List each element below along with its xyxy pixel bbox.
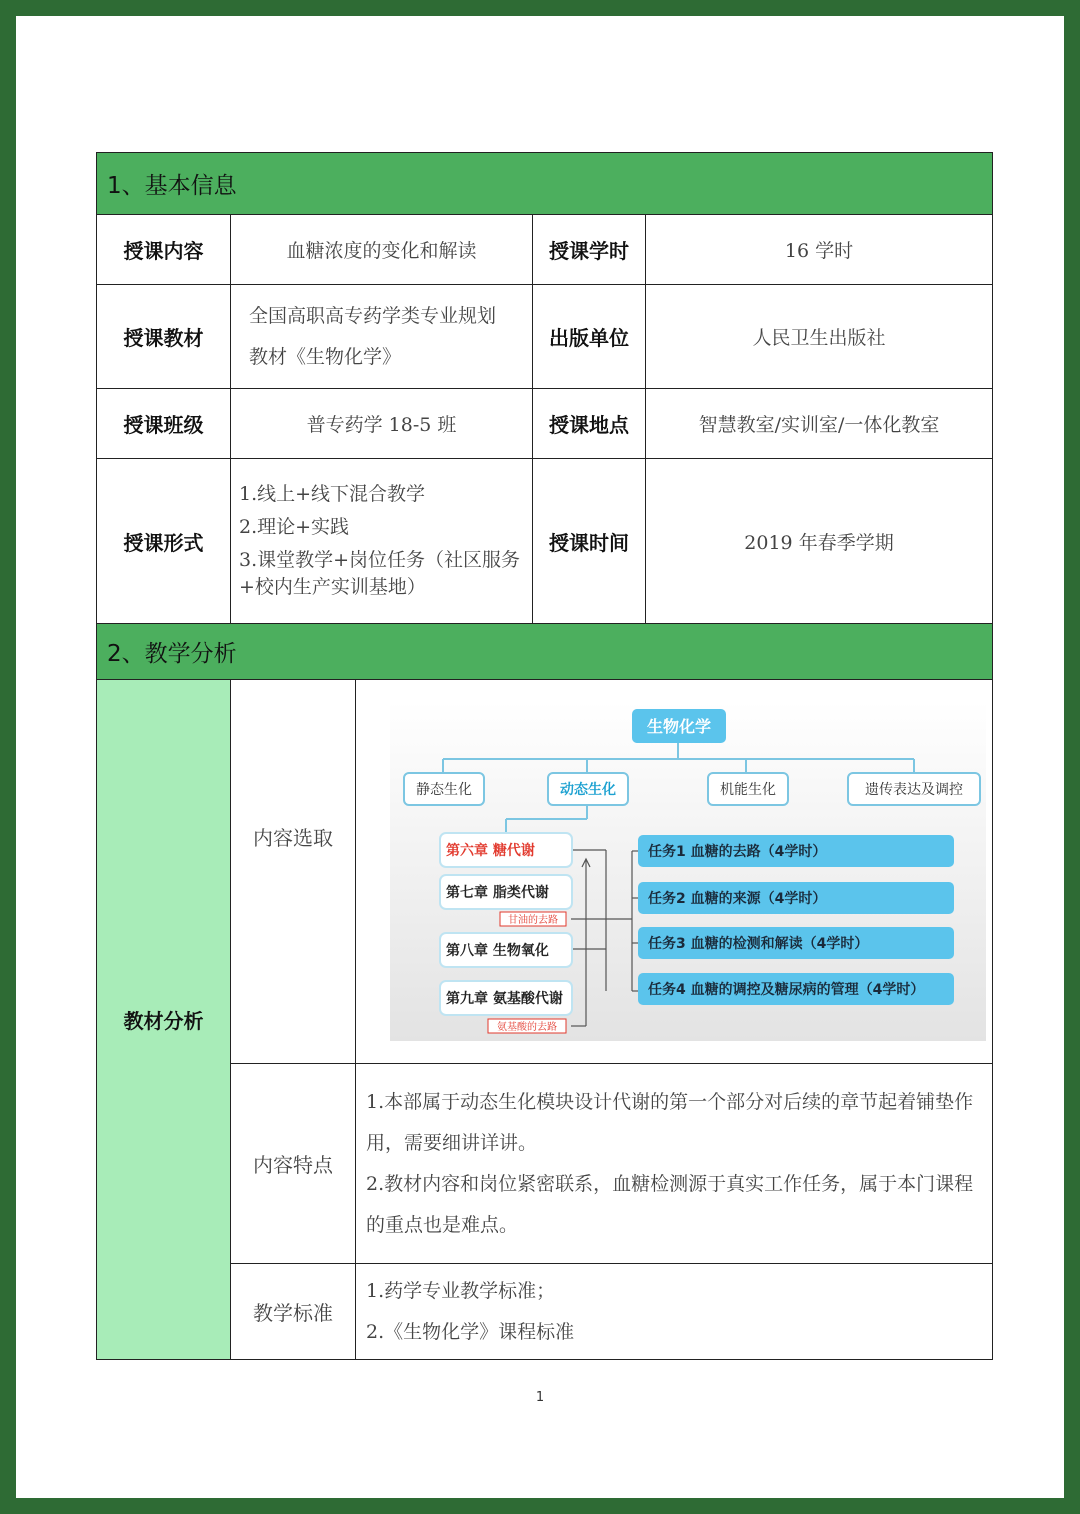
value-class: 普专药学 18-5 班 [231,389,533,459]
value-course-content: 血糖浓度的变化和解读 [231,215,533,285]
diagram-task: 任务4 血糖的调控及糖尿病的管理（4学时） [648,981,925,998]
page-number: 1 [535,1390,545,1405]
diagram-chapter: 第九章 氨基酸代谢 [446,990,563,1007]
label-course-content: 授课内容 [97,215,231,285]
info-table [96,152,993,1360]
diagram-chapter-note: 氨基酸的去路 [497,1021,557,1033]
diagram-chapter-highlight: 第六章 糖代谢 [446,842,535,859]
feature-paragraph: 2.教材内容和岗位紧密联系，血糖检测源于真实工作任务，属于本门课程的重点也是难点。 [366,1172,974,1236]
feature-paragraph: 1.本部属于动态生化模块设计代谢的第一个部分对后续的章节起着铺垫作用，需要细讲详讲。 [366,1090,974,1154]
label-content-selection: 内容选取 [231,680,356,1064]
standard-item: 1.药学专业教学标准； [366,1279,556,1302]
teaching-form-item: 3.课堂教学+岗位任务（社区服务+校内生产实训基地） [239,549,521,598]
label-location: 授课地点 [533,389,646,459]
content-diagram-cell [356,680,993,1064]
diagram-branch: 机能生化 [720,781,776,798]
label-content-features: 内容特点 [231,1064,356,1264]
curriculum-diagram [356,681,990,1063]
value-location: 智慧教室/实训室/一体化教室 [646,389,993,459]
document-page [16,16,1064,1498]
section-basic-info-header: 1、基本信息 [97,153,993,215]
value-teaching-standard [356,1264,993,1360]
diagram-chapter-note: 甘油的去路 [508,914,558,926]
diagram-task: 任务3 血糖的检测和解读（4学时） [648,935,869,952]
label-publisher: 出版单位 [533,285,646,389]
teaching-form-item: 1.线上+线下混合教学 [239,483,426,505]
label-teaching-standard: 教学标准 [231,1264,356,1360]
value-teaching-time: 2019 年春季学期 [646,459,993,624]
label-class: 授课班级 [97,389,231,459]
label-textbook: 授课教材 [97,285,231,389]
value-publisher: 人民卫生出版社 [646,285,993,389]
diagram-chapter: 第七章 脂类代谢 [446,884,549,901]
value-textbook [231,285,533,389]
diagram-chapter: 第八章 生物氧化 [446,942,549,959]
label-teaching-form: 授课形式 [97,459,231,624]
textbook-line-2: 教材《生物化学》 [249,345,402,368]
diagram-branch-highlight: 动态生化 [560,781,616,798]
diagram-root: 生物化学 [646,716,712,736]
value-course-hours: 16 学时 [646,215,993,285]
diagram-task: 任务1 血糖的去路（4学时） [648,843,827,860]
label-course-hours: 授课学时 [533,215,646,285]
teaching-form-item: 2.理论+实践 [239,516,350,538]
standard-item: 2.《生物化学》课程标准 [366,1320,575,1343]
textbook-line-1: 全国高职高专药学类专业规划 [249,304,497,327]
section-teaching-analysis-header: 2、教学分析 [97,624,993,680]
diagram-branch: 静态生化 [416,781,472,798]
diagram-branch: 遗传表达及调控 [865,781,963,798]
diagram-task: 任务2 血糖的来源（4学时） [648,890,827,907]
label-textbook-analysis: 教材分析 [97,680,231,1360]
value-content-features [356,1064,993,1264]
value-teaching-form [231,459,533,624]
label-teaching-time: 授课时间 [533,459,646,624]
